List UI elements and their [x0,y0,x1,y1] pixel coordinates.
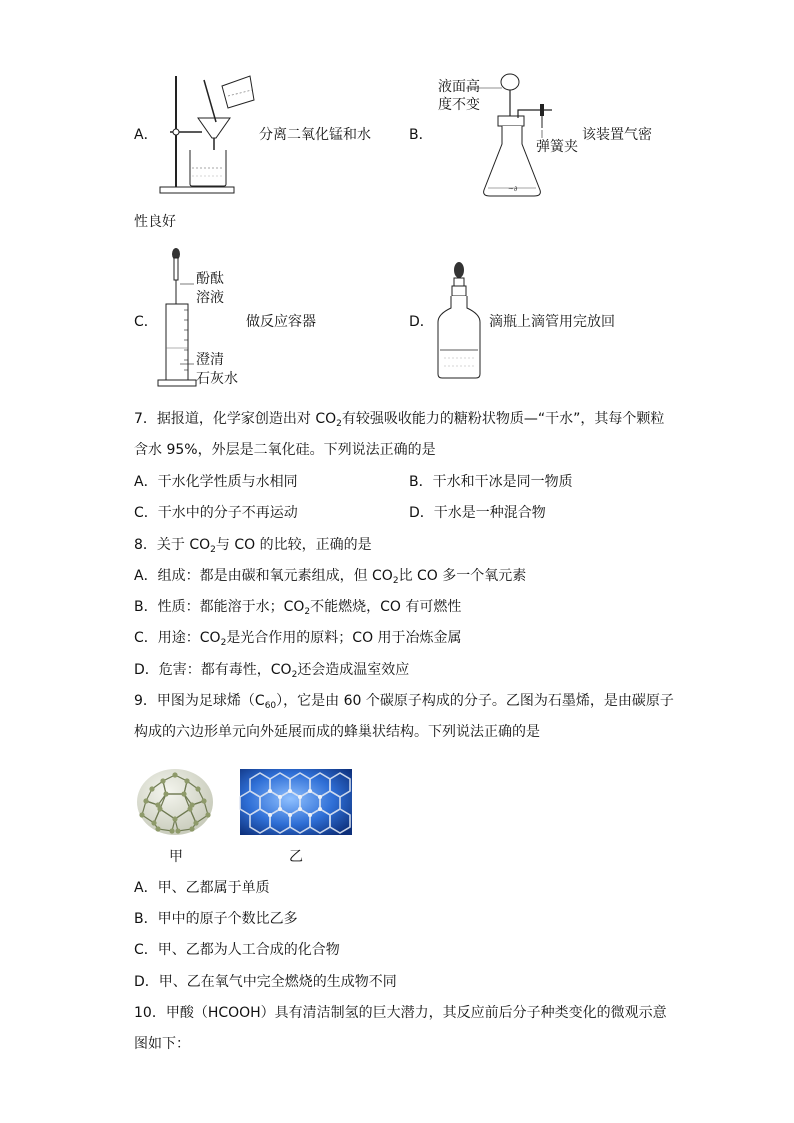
svg-text:~∂: ~∂ [508,185,518,193]
option-b-letter: B． [409,127,433,143]
q8-stem: 8．关于 $CO_2$与 CO 的比较，正确的是 [134,537,372,555]
q10-stem-line1: 10．甲酸（HCOOH）具有清洁制氢的巨大潜力，其反应前后分子种类变化的微观示意 [134,1005,667,1021]
q9-option-d: D．甲、乙在氧气中完全燃烧的生成物不同 [134,974,397,990]
filtration-apparatus-figure [158,72,258,200]
caption-yi: 乙 [289,849,303,865]
c-label-indicator-1: 酚酞 [196,271,224,287]
b-label-clamp: 弹簧夹 [536,139,578,155]
q9-stem-line2: 构成的六边形单元向外延展而成的蜂巢状结构。下列说法正确的是 [134,724,540,740]
b-label-level-2: 度不变 [438,97,480,113]
airtightness-flask-figure [478,70,570,202]
q9-stem-line1: 9．甲图为足球烯$(C_{60})$，它是由 60 个碳原子构成的分子。乙图为石墨烯，是由碳原子 [134,693,674,711]
q9-option-b: B．甲中的原子个数比乙多 [134,911,298,927]
caption-jia: 甲 [169,849,183,865]
q10-stem-line2: 图如下： [134,1036,190,1052]
q9-option-c: C．甲、乙都为人工合成的化合物 [134,942,340,958]
measuring-cylinder-figure [150,246,196,392]
q7-option-d: D．干水是一种混合物 [409,505,546,521]
option-c-text: 做反应容器 [246,314,316,330]
q7-option-a: A．干水化学性质与水相同 [134,474,298,490]
graphene-image [240,769,352,835]
option-d-letter: D． [409,314,434,330]
option-a-text: 分离二氧化锰和水 [259,127,371,143]
q7-option-c: C．干水中的分子不再运动 [134,505,298,521]
b-label-level-1: 液面高 [438,79,480,95]
dropper-bottle-figure [434,258,484,382]
option-d-text: 滴瓶上滴管用完放回 [489,314,615,330]
c-label-indicator-2: 溶液 [196,290,224,306]
option-c-letter: C． [134,314,158,330]
q7-stem-line2: 含水 95%，外层是二氧化硅。下列说法正确的是 [134,442,436,458]
option-a-letter: A． [134,127,158,143]
option-b-text: 该装置气密 [582,127,652,143]
q8-option-d: D．危害：都有毒性，$CO_2$还会造成温室效应 [134,662,410,680]
fullerene-c60-image [134,767,216,837]
q7-stem-line1: 7．据报道，化学家创造出对 $CO_2$有较强吸收能力的糖粉状物质—“干水”，其每个颗粒 [134,411,665,429]
q7-option-b: B．干水和干冰是同一物质 [409,474,573,490]
c-label-limewater-1: 澄清 [196,352,224,368]
q9-option-a: A．甲、乙都属于单质 [134,880,270,896]
option-b-text-continued: 性良好 [134,214,176,230]
q8-option-b: B．性质：都能溶于水；$CO_2$不能燃烧，CO 有可燃性 [134,599,462,617]
q8-option-c: C．用途：$CO_2$是光合作用的原料；CO 用于冶炼金属 [134,630,462,648]
q8-option-a: A．组成：都是由碳和氧元素组成，但 $CO_2$比 CO 多一个氧元素 [134,568,527,586]
c-label-limewater-2: 石灰水 [196,371,238,387]
